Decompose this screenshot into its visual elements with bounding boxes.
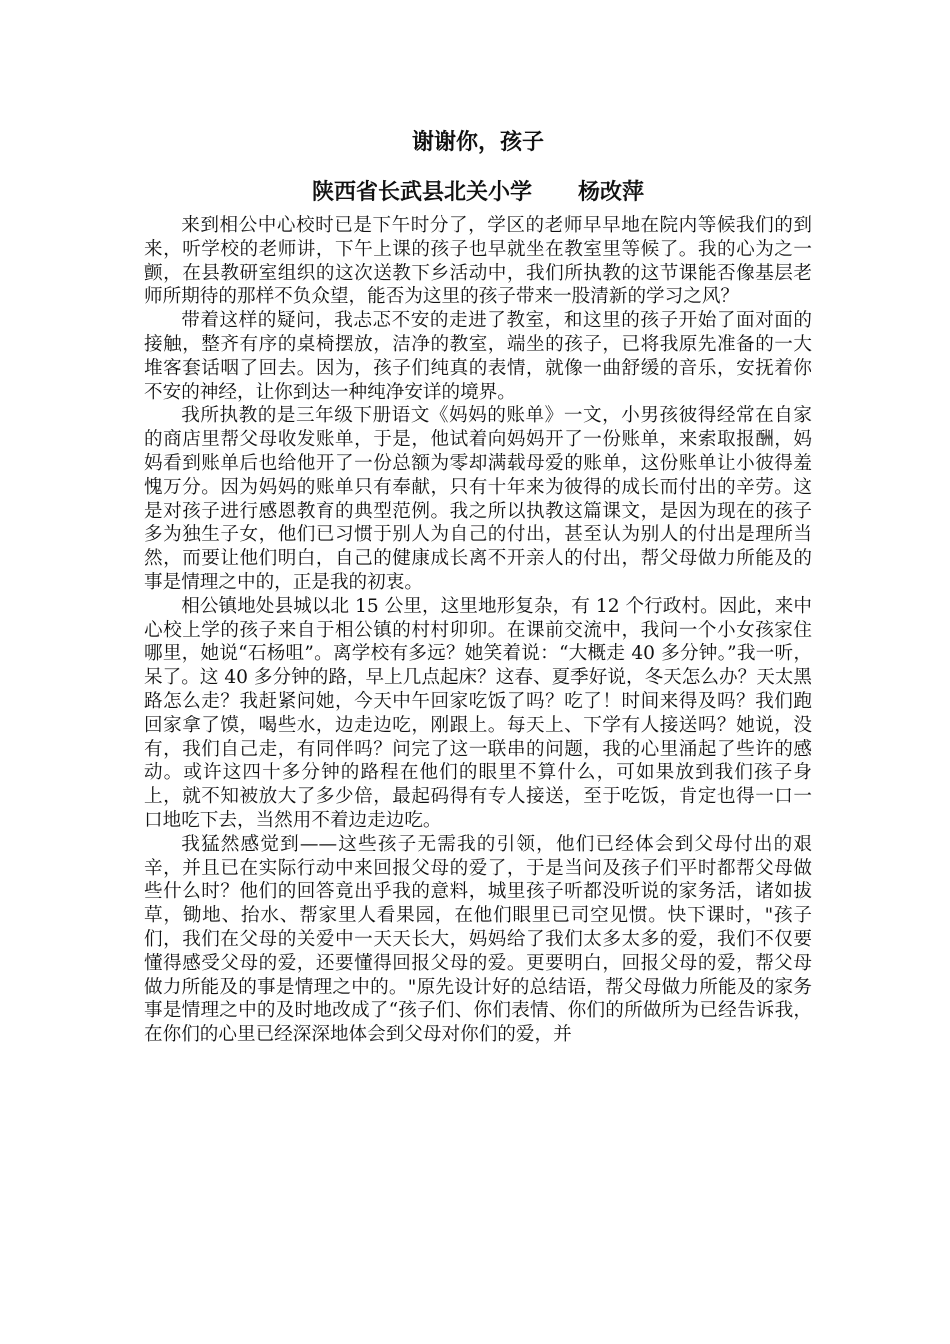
paragraph-3: 我所执教的是三年级下册语文《妈妈的账单》一文，小男孩彼得经常在自家的商店里帮父母收发账单，于是，他试着向妈妈开了一份账单，来索取报酬，妈妈看到账单后也给他开了一份总额为零却满载母爱的账单，这份账单让小彼得羞愧万分。因为妈妈的账单只有奉献，只有十年来为彼得的成长而付出的辛劳。这是对孩子进行感恩教育的典型范例。我之所以执教这篇课文，是因为现在的孩子多为独生子女，他们已习惯于别人为自己的付出，甚至认为别人的付出是理所当然，而要让他们明白，自己的健康成长离不开亲人的付出，帮父母做力所能及的事是情理之中的，正是我的初衷。 [144, 405, 812, 593]
document-page [144, 128, 812, 1047]
document-title: 谢谢你，孩子 [411, 130, 544, 155]
paragraph-4: 相公镇地处县城以北 15 公里，这里地形复杂，有 12 个行政村。因此，来中心校上学的孩子来自于相公镇的村村卯卯。在课前交流中，我问一个小女孩家住哪里，她说“石杨咀”。离学校有多远？她笑着说：“大概走 40 多分钟。”我一听，呆了。这 40 多分钟的路，早上几点起床？这春、夏季好说，冬天怎么办？天太黑路怎么走？我赶紧问她，今天中午回家吃饭了吗？吃了！时间来得及吗？我们跑回家拿了馍，喝些水，边走边吃，刚跟上。每天上、下学有人接送吗？她说，没有，我们自己走，有同伴吗？问完了这一联串的问题，我的心里涌起了些许的感动。或许这四十多分钟的路程在他们的眼里不算什么，可如果放到我们孩子身上，就不知被放大了多少倍，最起码得有专人接送，至于吃饭，肯定也得一口一口地吃下去，当然用不着边走边吃。 [144, 595, 812, 831]
paragraph-1: 来到相公中心校时已是下午时分了，学区的老师早早地在院内等候我们的到来，听学校的老师讲，下午上课的孩子也早就坐在教室里等候了。我的心为之一颤，在县教研室组织的这次送教下乡活动中，我们所执教的这节课能否像基层老师所期待的那样不负众望，能否为这里的孩子带来一股清新的学习之风？ [144, 215, 812, 308]
byline-school: 陕西省长武县北关小学 [312, 180, 533, 205]
paragraph-2: 带着这样的疑问，我忐忑不安的走进了教室，和这里的孩子开始了面对面的接触，整齐有序的桌椅摆放，洁净的教室，端坐的孩子，已将我原先准备的一大堆客套话咽了回去。因为，孩子们纯真的表情，就像一曲舒缓的音乐，安抚着你不安的神经，让你到达一种纯净安详的境界。 [144, 310, 812, 403]
paragraph-5: 我猛然感觉到——这些孩子无需我的引领，他们已经体会到父母付出的艰辛，并且已在实际行动中来回报父母的爱了，于是当问及孩子们平时都帮父母做些什么时？他们的回答竟出乎我的意料，城里孩子听都没听说的家务活，诸如拔草，锄地、抬水、帮家里人看果园，在他们眼里已司空见惯。快下课时，"孩子们，我们在父母的关爱中一天天长大，妈妈给了我们太多太多的爱，我们不仅要懂得感受父母的爱，还要懂得回报父母的爱。更要明白，回报父母的爱，帮父母做力所能及的事是情理之中的。"原先设计好的总结语，帮父母做力所能及的家务事是情理之中的及时地改成了“孩子们、你们表情、你们的所做所为已经告诉我，在你们的心里已经深深地体会到父母对你们的爱，并 [144, 833, 812, 1046]
document-byline [144, 178, 812, 208]
byline-author: 杨改萍 [577, 180, 644, 205]
